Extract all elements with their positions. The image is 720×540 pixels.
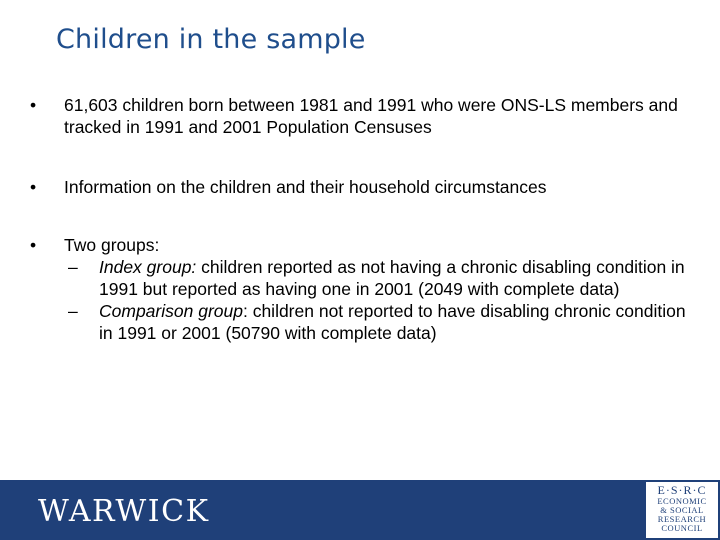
bullet-item — [30, 234, 700, 344]
esrc-logo-top: E·S·R·C — [657, 483, 707, 497]
bullet-text: Two groups: — [64, 235, 160, 255]
esrc-logo-line: ECONOMIC — [657, 496, 707, 506]
bullet-text: 61,603 children born between 1981 and 1991 who were ONS-LS members and tracked in 1991 and 2001 Population Censuses — [64, 95, 678, 137]
esrc-logo-line: RESEARCH — [657, 514, 707, 524]
bullet-item — [30, 94, 700, 138]
bullet-marker: • — [30, 95, 37, 115]
esrc-logo — [646, 482, 718, 538]
sub-bullet-text: children reported as not having a chronic disabling condition in 1991 but reported as having one in 2001 (2049 with complete data) — [99, 257, 685, 299]
warwick-logo: WARWICK — [38, 494, 210, 529]
esrc-logo-line: COUNCIL — [661, 523, 703, 533]
sub-bullet-label: Index group: — [99, 257, 197, 277]
bullet-marker: • — [30, 235, 37, 255]
bullet-marker: • — [30, 177, 37, 197]
bullet-text: Information on the children and their household circumstances — [64, 177, 547, 197]
sub-bullet-marker: – — [68, 257, 78, 277]
sub-bullet-item — [30, 256, 700, 300]
sub-bullet-label: Comparison group — [99, 301, 243, 321]
sub-bullet-text: : children not reported to have disabling chronic condition in 1991 or 2001 (50790 with complete data) — [99, 301, 686, 343]
sub-bullet-item — [30, 300, 700, 344]
slide-title: Children in the sample — [56, 24, 366, 55]
bullet-item — [30, 176, 547, 198]
sub-bullet-marker: – — [68, 301, 78, 321]
esrc-logo-line: & SOCIAL — [660, 505, 704, 515]
